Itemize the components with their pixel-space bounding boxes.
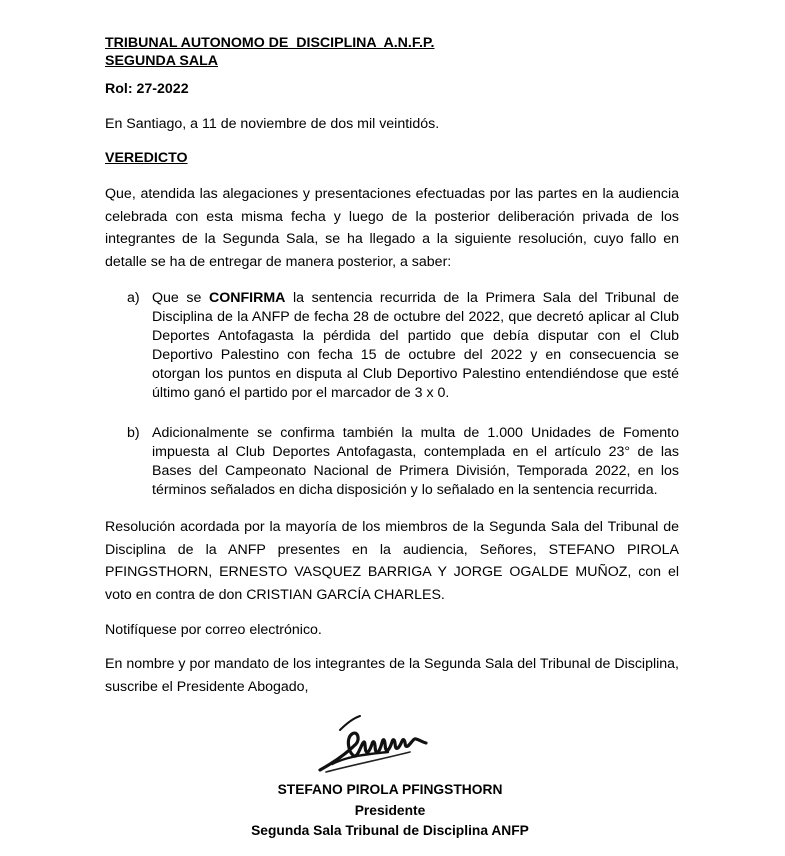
handwritten-signature <box>318 712 430 776</box>
list-item-b <box>127 424 679 500</box>
verdict-heading: VEREDICTO <box>105 150 188 166</box>
signature-block <box>200 780 580 842</box>
intro-paragraph: Que, atendida las alegaciones y presentaciones efectuadas por las partes en la audiencia celebrada con esta misma fecha y luego de la posterior deliberación privada de los integrantes de la Segunda Sala, se ha llegado a la siguiente resolución, cuyo fallo en detalle se ha de entregar de manera posterior, a saber: <box>105 186 679 270</box>
list-marker: a) <box>127 290 140 306</box>
list-item-a <box>127 289 683 403</box>
signatory-name: STEFANO PIROLA PFINGSTHORN <box>277 782 503 797</box>
list-item-text: Adicionalmente se confirma también la multa de 1.000 Unidades de Fomento impuesta al Club Deportes Antofagasta, contemplada en el artículo 23° de las Bases del Campeonato Nacional de Primera División, Temporada 2022, en los términos señalados en dicha disposición y lo señalado en la sentencia recurrida. <box>152 425 679 498</box>
signatory-title: Presidente <box>354 802 426 818</box>
resolution-paragraph: Resolución acordada por la mayoría de los miembros de la Segunda Sala del Tribunal de Disciplina de la ANFP presentes en la audiencia, Señores, STEFANO PIROLA PFINGSTHORN, ERNESTO VASQUEZ BARRIGA Y JORGE OGALDE MUÑOZ, con el voto en contra de don CRISTIAN GARCÍA CHARLES. <box>105 519 679 603</box>
list-marker: b) <box>127 425 140 441</box>
place-date: En Santiago, a 11 de noviembre de dos mil veintidós. <box>105 116 440 132</box>
chamber-name: SEGUNDA SALA <box>105 53 218 69</box>
case-number: Rol: 27-2022 <box>105 81 189 97</box>
list-item-text <box>152 289 683 403</box>
notification-line: Notifíquese por correo electrónico. <box>105 622 322 638</box>
tribunal-name: TRIBUNAL AUTONOMO DE DISCIPLINA A.N.F.P. <box>105 35 435 51</box>
mandate-paragraph: En nombre y por mandato de los integrantes de la Segunda Sala del Tribunal de Disciplina, suscribe el Presidente Abogado, <box>105 656 679 695</box>
item-a-rest: la sentencia recurrida de la Primera Sala del Tribunal de Disciplina de la ANFP de fecha 28 de octubre del 2022, que decretó aplicar al Club Deportes Antofagasta la pérdida del partido que debía disputar con el Club Deportivo Palestino con fecha 15 de octubre del 2022 y en consecuencia se otorgan los puntos en disputa al Club Deportivo Palestino entendiéndose que esté último ganó el partido por el marcador de 3 x 0. <box>152 290 683 401</box>
document-header <box>105 34 434 70</box>
item-a-lead: Que se <box>152 290 209 306</box>
item-a-emphasis: CONFIRMA <box>208 290 286 306</box>
signatory-body: Segunda Sala Tribunal de Disciplina ANFP <box>251 823 529 838</box>
